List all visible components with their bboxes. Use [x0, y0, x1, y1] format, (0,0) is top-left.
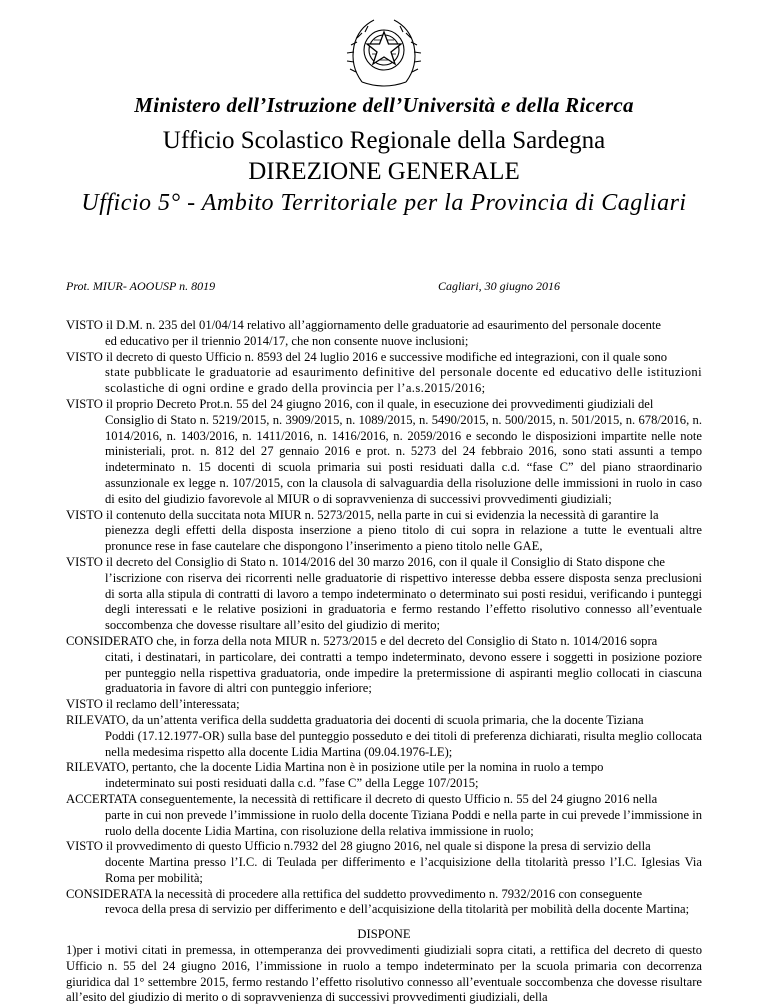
paragraph-considerato [66, 634, 702, 697]
paragraph-first-line: RILEVATO, pertanto, che la docente Lidia Martina non è in posizione utile per la nomina in ruolo a tempo [66, 760, 604, 775]
paragraph-continuation: parte in cui non prevede l’immissione in ruolo della docente Tiziana Poddi e nella parte in cui prevede l’immissione in ruolo della docente Lidia Martina, con risoluzione della relativa immissione in ruolo; [105, 807, 703, 838]
paragraph-first-line: VISTO il contenuto della succitata nota MIUR n. 5273/2015, nella parte in cui si evidenzia la necessità di garantire la [66, 507, 659, 522]
paragraph-visto-decreto-55 [66, 397, 702, 508]
paragraph-continuation: docente Martina presso l’I.C. di Teulada per differimento e l’acquisizione della titolarità presso l’I.C. Iglesias Via Roma per mobilità; [105, 855, 702, 885]
paragraph-continuation: Consiglio di Stato n. 5219/2015, n. 3909/2015, n. 1089/2015, n. 5490/2015, n. 500/2015, n. 501/2015, n. 678/2016, n. 1014/2016, n. 1403/2016, n. 1411/2016, n. 1416/2016, n. 2059/2016 e secondo le disposizioni impartite nelle note ministeriali, prot. n. 812 del 27 gennaio 2016 e prot. n. 5273 del 24 febbraio 2016, sono stati assunti a tempo indeterminato n. 15 docenti di scuola primaria sui posti residuati dalla c.d. “fase C” del piano straordinario assunzionale ex legge n. 107/2015, con la clausola di salvaguardia della risoluzione delle immissioni in ruolo in caso di esito del giudizio favorevole al MIUR o di sopravvenienza di successivi provvedimenti giudiziali; [105, 412, 702, 506]
italian-republic-emblem-icon [334, 10, 434, 90]
dispone-text: 1)per i motivi citati in premessa, in ottemperanza dei provvedimenti giudiziali sopra citati, a rettifica del decreto di questo Ufficio n. 55 del 24 giugno 2016, l’immissione in ruolo a tempo indeterminato per la scuola primaria con decorrenza giuridica dal 1° settembre 2015, fermo restando l’effetto risolutivo connesso all’eventuale soccombenza che dovesse risultare all’esito del giudizio di merito o di sopravvenienza di successivi provvedimenti giudiziali, della [66, 943, 702, 1005]
ufficio-regionale-heading: Ufficio Scolastico Regionale della Sardegna [162, 127, 606, 154]
dispone-heading: DISPONE [357, 927, 411, 942]
paragraph-first-line: VISTO il decreto del Consiglio di Stato n. 1014/2016 del 30 marzo 2016, con il quale il Consiglio di Stato dispone che [66, 554, 665, 569]
paragraph-continuation: state pubblicate le graduatorie ad esaurimento definitive del personale docente ed educativo delle istituzioni scolastiche di ogni ordine e grado della provincia per l’a.s.2015/2016; [105, 365, 702, 396]
paragraph-continuation: l’iscrizione con riserva dei ricorrenti nelle graduatorie di rispettivo interesse debba essere disposta senza preclusioni di sorta alla stipula di contratti di lavoro a tempo indeterminato o determinato sui posti residui, verificando i punteggi degli interessati e le relative posizioni in graduatoria e fermo restando l’effetto risolutivo connesso all’eventuale soccombenza che dovesse risultare all’esito del giudizio di merito; [105, 570, 702, 633]
paragraph-visto-nota-5273 [66, 508, 702, 555]
paragraph-first-line: CONSIDERATO che, in forza della nota MIUR n. 5273/2015 e del decreto del Consiglio di Stato n. 1014/2016 sopra [66, 633, 658, 648]
paragraph-continuation: indeterminato sui posti residuati dalla c.d. ”fase C” della Legge 107/2015; [105, 776, 479, 791]
ambito-territoriale-heading: Ufficio 5° - Ambito Territoriale per la Provincia di Cagliari [81, 190, 687, 216]
ministero-heading: Ministero dell’Istruzione dell’Università e della Ricerca [134, 93, 634, 117]
paragraph-rilevato-pertanto [66, 760, 702, 792]
paragraph-first-line: ACCERTATA conseguentemente, la necessità di rettificare il decreto di questo Ufficio n. 55 del 24 giugno 2016 nella [66, 791, 658, 806]
protocol-number: Prot. MIUR- AOOUSP n. 8019 [66, 279, 216, 293]
direzione-generale-heading: DIREZIONE GENERALE [248, 158, 520, 185]
paragraph-considerata [66, 887, 702, 919]
paragraph-first-line: RILEVATO, da un’attenta verifica della suddetta graduatoria dei docenti di scuola primaria, che la docente Tiziana [66, 712, 644, 727]
paragraph-continuation: Poddi (17.12.1977-OR) sulla base del punteggio posseduto e dei titoli di preferenza dichiarati, risulta meglio collocata nella medesima rispetto alla docente Lidia Martina (09.04.1976-LE); [105, 728, 702, 759]
paragraph-visto-decreto-8593 [66, 350, 702, 397]
paragraph-first-line: VISTO il proprio Decreto Prot.n. 55 del 24 giugno 2016, con il quale, in esecuzione dei provvedimenti giudiziali del [66, 396, 654, 411]
paragraph-continuation: pienezza degli effetti della disposta inserzione a pieno titolo di cui sopra in relazione a tutte le eventuali altre pronunce rese in fase cautelare che dispongono l’inserimento a pieno titolo nelle GAE, [105, 523, 702, 554]
paragraph-visto-reclamo [66, 697, 702, 713]
paragraph-visto-dm [66, 318, 702, 350]
paragraph-first-line: CONSIDERATA la necessità di procedere alla rettifica del suddetto provvedimento n. 7932/2016 con conseguente [66, 886, 643, 901]
paragraph-continuation: ed educativo per il triennio 2014/17, che non consente nuove inclusioni; [105, 333, 469, 348]
paragraph-first-line: VISTO il reclamo dell’interessata; [66, 697, 240, 712]
paragraph-first-line: VISTO il provvedimento di questo Ufficio n.7932 del 28 giugno 2016, nel quale si dispone la presa di servizio della [66, 839, 651, 854]
paragraph-first-line: VISTO il decreto di questo Ufficio n. 8593 del 24 luglio 2016 e successive modifiche ed integrazioni, con il quale sono [66, 349, 668, 364]
paragraph-continuation: citati, i destinatari, in particolare, dei contratti a tempo indeterminato, devono essere i soggetti in posizione poziore per punteggio nella rispettiva graduatoria, onde impedire la pretermissione di aspiranti meglio collocati in ciascuna graduatoria in favore di altri con punteggio inferiore; [105, 649, 702, 696]
paragraph-first-line: VISTO il D.M. n. 235 del 01/04/14 relativo all’aggiornamento delle graduatorie ad esaurimento del personale docente [66, 318, 661, 332]
paragraph-visto-consiglio-stato [66, 555, 702, 634]
paragraph-rilevato-verifica [66, 713, 702, 760]
paragraph-visto-provvedimento-7932 [66, 839, 702, 886]
paragraph-continuation: revoca della presa di servizio per differimento e dell’acquisizione della titolarità per mobilità della docente Martina; [105, 902, 690, 917]
decree-body [66, 318, 702, 1006]
place-date: Cagliari, 30 giugno 2016 [438, 279, 561, 293]
paragraph-accertata [66, 792, 702, 839]
